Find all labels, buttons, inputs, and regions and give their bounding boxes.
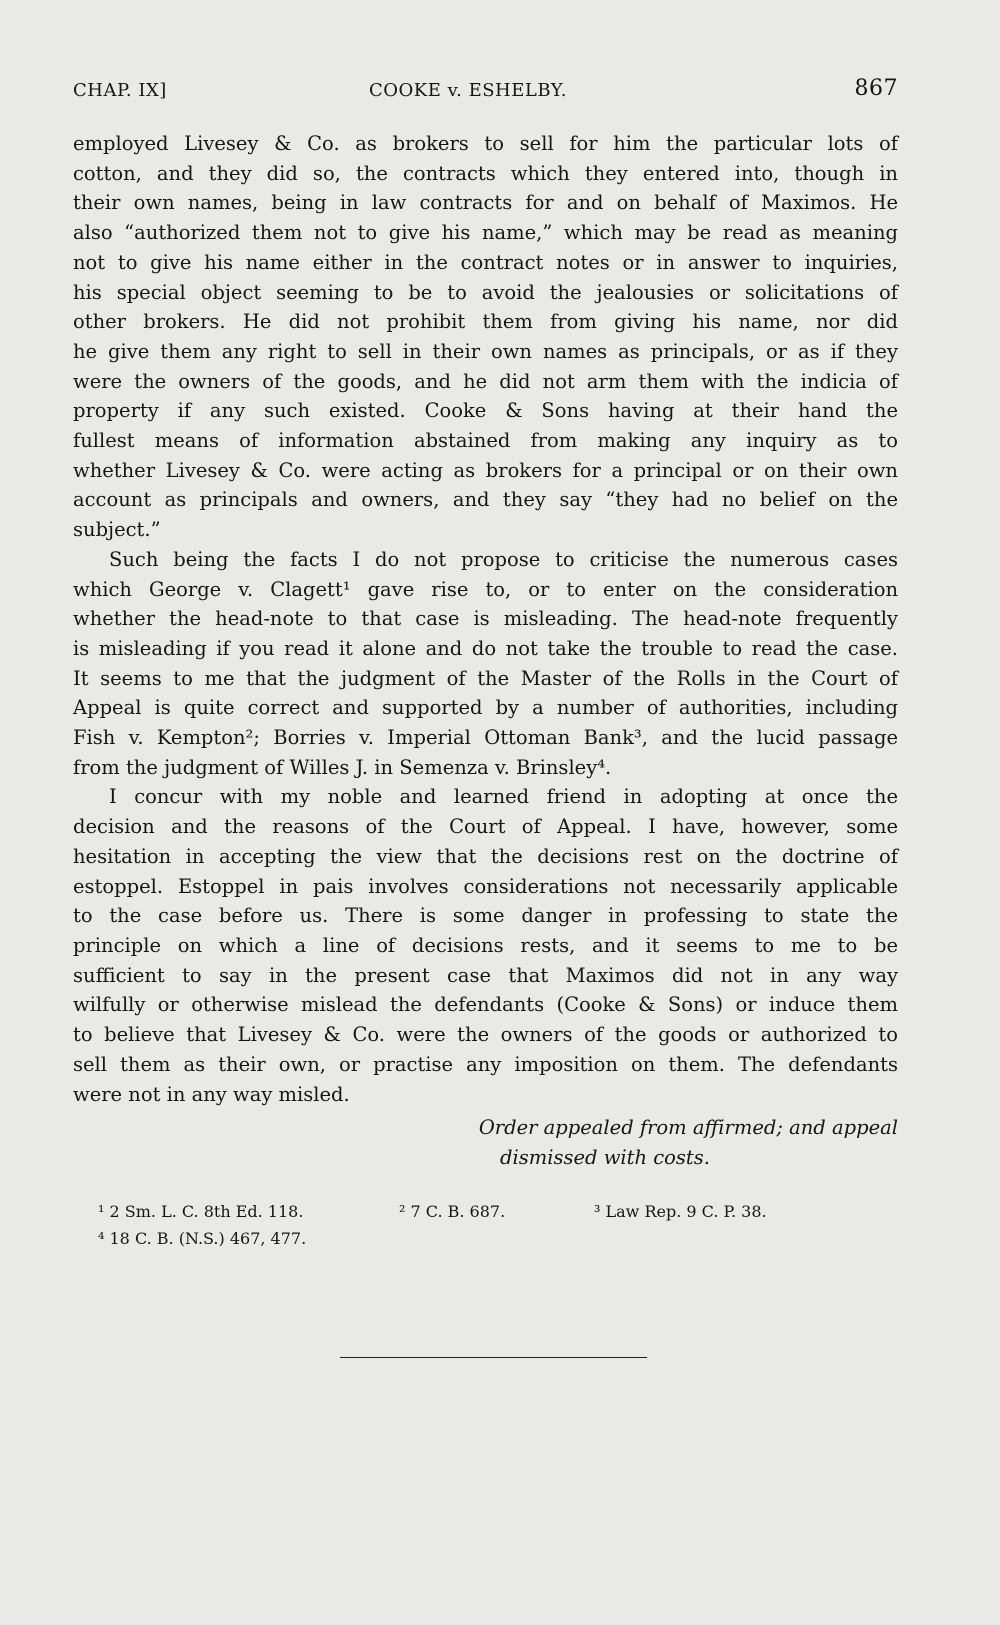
text-line: Fish v. Kempton²; Borries v. Imperial Ottoman Bank³, and the lucid passage [73, 726, 898, 750]
text-line: he give them any right to sell in their own names as principals, or as if they [73, 339, 898, 363]
text-line: which George v. Clagett¹ gave rise to, or to enter on the consideration [73, 577, 898, 601]
text-line: It seems to me that the judgment of the Master of the Rolls in the Court of [73, 666, 898, 690]
text-line: also “authorized them not to give his name,” which may be read as meaning [73, 221, 898, 245]
body-text [73, 129, 898, 1109]
text-line: to believe that Livesey & Co. were the owners of the goods or authorized to [73, 1023, 898, 1047]
disposition-line: Order appealed from affirmed; and appeal [478, 1116, 898, 1139]
text-line: not to give his name either in the contract notes or in answer to inquiries, [73, 250, 898, 274]
footnote: ² 7 C. B. 687. [399, 1202, 506, 1221]
footnotes [98, 1198, 898, 1252]
text-line: whether Livesey & Co. were acting as brokers for a principal or on their own [73, 458, 898, 482]
text-line: fullest means of information abstained from making any inquiry as to [73, 429, 898, 453]
text-line: cotton, and they did so, the contracts which they entered into, though in [73, 161, 898, 185]
text-line: from the judgment of Willes J. in Semenza v. Brinsley⁴. [73, 755, 612, 779]
text-line: property if any such existed. Cooke & Sons having at their hand the [73, 399, 898, 423]
text-line: were the owners of the goods, and he did not arm them with the indicia of [73, 369, 898, 393]
text-line: were not in any way misled. [73, 1082, 350, 1106]
footnote: ³ Law Rep. 9 C. P. 38. [594, 1202, 767, 1221]
footnote: ¹ 2 Sm. L. C. 8th Ed. 118. [98, 1202, 304, 1221]
text-line: their own names, being in law contracts for and on behalf of Maximos. He [73, 191, 898, 215]
order-disposition [400, 1113, 898, 1172]
text-line: account as principals and owners, and they say “they had no belief on the [73, 488, 898, 512]
text-line: other brokers. He did not prohibit them from giving his name, nor did [73, 310, 898, 334]
text-line: wilfully or otherwise mislead the defendants (Cooke & Sons) or induce them [73, 993, 898, 1017]
text-line: estoppel. Estoppel in pais involves considerations not necessarily applicable [73, 874, 898, 898]
footnote: ⁴ 18 C. B. (N.S.) 467, 477. [98, 1229, 307, 1248]
page-number: 867 [854, 76, 898, 101]
text-line: principle on which a line of decisions rests, and it seems to me to be [73, 933, 898, 957]
text-line: his special object seeming to be to avoid the jealousies or solicitations of [73, 280, 898, 304]
text-line: whether the head-note to that case is misleading. The head-note frequently [73, 607, 898, 631]
text-line: Appeal is quite correct and supported by a number of authorities, including [73, 696, 898, 720]
text-line: subject.” [73, 518, 161, 542]
chapter-label: CHAP. IX] [73, 80, 167, 101]
running-head [73, 76, 898, 106]
text-line: is misleading if you read it alone and do not take the trouble to read the case. [73, 636, 898, 660]
footnote-row [98, 1198, 898, 1225]
text-line: hesitation in accepting the view that the decisions rest on the doctrine of [73, 844, 898, 868]
text-line: I concur with my noble and learned friend in adopting at once the [109, 785, 898, 809]
text-line: employed Livesey & Co. as brokers to sell for him the particular lots of [73, 132, 898, 155]
text-line: decision and the reasons of the Court of Appeal. I have, however, some [73, 815, 898, 839]
text-line: Such being the facts I do not propose to criticise the numerous cases [109, 547, 898, 571]
text-line: to the case before us. There is some danger in professing to state the [73, 904, 898, 928]
text-line: sell them as their own, or practise any imposition on them. The defendants [73, 1052, 898, 1076]
disposition-line: dismissed with costs. [500, 1145, 710, 1169]
case-title: COOKE v. ESHELBY. [369, 80, 568, 101]
end-rule [340, 1357, 647, 1358]
text-line: sufficient to say in the present case that Maximos did not in any way [73, 963, 898, 987]
footnote-row [98, 1225, 898, 1252]
